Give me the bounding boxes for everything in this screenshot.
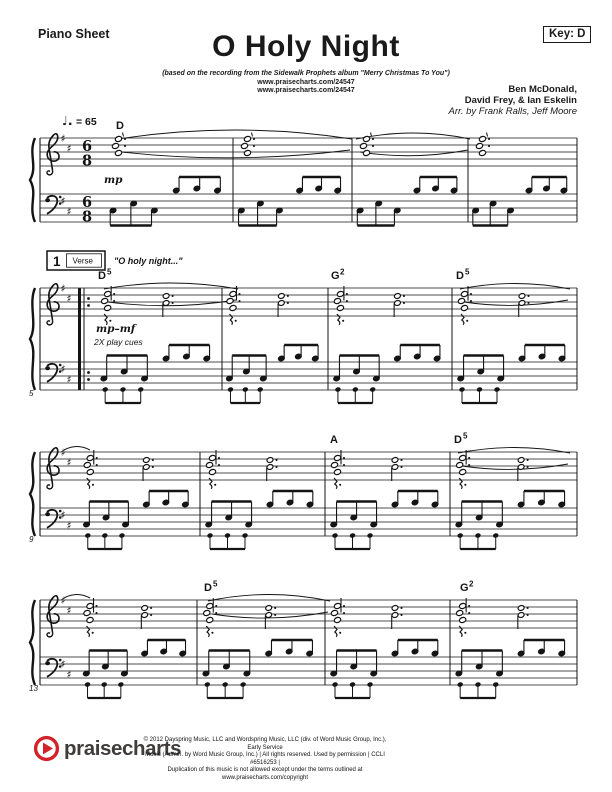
lyric-cue: "O holy night...": [114, 256, 183, 266]
svg-text:5: 5: [213, 579, 218, 589]
bass-clef: [45, 196, 61, 214]
svg-text:♯: ♯: [66, 520, 72, 532]
measure-number: 5: [29, 389, 34, 398]
bass-clef: [45, 364, 61, 382]
svg-text:2: 2: [340, 267, 345, 277]
svg-text:♯: ♯: [66, 143, 72, 155]
bass-clef: [45, 659, 61, 677]
grand-staff-system-2: [29, 251, 577, 403]
tempo-value: = 65: [76, 116, 97, 128]
chord-symbol: [330, 434, 338, 446]
svg-text:♯: ♯: [66, 669, 72, 681]
svg-text:♯: ♯: [66, 206, 72, 218]
svg-text:D: D: [204, 582, 212, 594]
system-brace: [30, 600, 35, 685]
grand-staff-system-1: [30, 113, 577, 226]
svg-text:♯: ♯: [60, 658, 66, 671]
song-url-2: www.praisecharts.com/24547: [257, 87, 355, 94]
svg-text:6: 6: [81, 194, 93, 211]
svg-text:G: G: [331, 270, 340, 282]
svg-text:8: 8: [81, 152, 93, 170]
svg-text:5: 5: [465, 267, 470, 277]
song-subtitle: (based on the recording from the Sidewalk Prophets album "Merry Christmas To You"): [162, 70, 450, 77]
play-cues-note: 2X play cues: [94, 337, 143, 347]
svg-text:♯: ♯: [60, 195, 66, 208]
treble-clef: [47, 134, 59, 175]
svg-text:♯: ♯: [60, 509, 66, 522]
svg-text:♯: ♯: [60, 363, 66, 376]
svg-text:5: 5: [107, 267, 112, 277]
doc-type-label: Piano Sheet: [38, 27, 110, 41]
svg-text:8: 8: [81, 208, 93, 226]
svg-text:5: 5: [463, 431, 468, 441]
svg-text:♯: ♯: [60, 132, 66, 145]
copyright-line-1: © 2012 Dayspring Music, LLC and Wordspring Music, LLC (div. of Word Music Group, Inc.), Early Service: [143, 737, 387, 751]
chord-symbol: [116, 120, 124, 132]
svg-text:D: D: [454, 434, 462, 446]
grand-staff-system-4: [29, 580, 577, 699]
tempo-note: ♩.: [62, 113, 73, 128]
svg-text:D: D: [456, 270, 464, 282]
copyright-line-3: Duplication of this music is not allowed except under the terms outlined at www.praisecharts.com/copyright: [167, 767, 363, 781]
treble-clef: [47, 596, 59, 637]
svg-text:6: 6: [81, 138, 93, 155]
svg-text:2: 2: [469, 579, 474, 589]
writer-line-2: David Frey, & Ian Eskelin: [464, 95, 577, 106]
svg-text:1: 1: [53, 254, 61, 269]
key-badge: Key: D: [543, 26, 591, 43]
svg-text:D: D: [98, 270, 106, 282]
svg-text:♯: ♯: [60, 282, 66, 295]
svg-text:A: A: [330, 434, 338, 446]
system-brace: [30, 452, 35, 536]
grand-staff-system-3: [29, 432, 577, 550]
chord-symbol: [98, 268, 112, 283]
copyright-line-2: Music (Admin. by Word Music Group, Inc.) | All rights reserved. Used by permission | CCLI #6516253 |: [145, 752, 385, 766]
chord-symbol: [204, 580, 218, 595]
chord-symbol: [456, 268, 470, 283]
song-url-1: www.praisecharts.com/24547: [257, 79, 355, 86]
svg-text:♯: ♯: [66, 605, 72, 617]
dynamic-marking: mp–mf: [96, 323, 136, 335]
dynamic-marking: mp: [104, 174, 123, 186]
chord-symbol: [460, 580, 474, 595]
bass-clef: [45, 510, 61, 528]
play-circle-icon: [33, 735, 60, 762]
svg-text:♯: ♯: [60, 446, 66, 459]
svg-text:♯: ♯: [60, 594, 66, 607]
svg-text:Verse: Verse: [72, 256, 93, 266]
measure-number: 9: [29, 535, 34, 544]
copyright-block: [140, 737, 390, 783]
treble-clef: [47, 284, 59, 325]
system-brace: [30, 138, 35, 222]
section-box: [47, 251, 105, 270]
arranger-line: Arr. by Frank Ralls, Jeff Moore: [448, 106, 577, 117]
chord-symbol: [331, 268, 345, 283]
logo-wordmark: praisecharts: [64, 736, 182, 760]
system-brace: [30, 288, 35, 390]
treble-clef: [47, 448, 59, 489]
chord-symbol: [454, 432, 468, 447]
song-title: O Holy Night: [212, 30, 400, 63]
writer-line-1: Ben McDonald,: [508, 84, 577, 95]
svg-text:♯: ♯: [66, 457, 72, 469]
svg-text:G: G: [460, 582, 469, 594]
svg-text:♯: ♯: [66, 374, 72, 386]
measure-number: 13: [29, 684, 38, 693]
svg-text:D: D: [116, 120, 124, 132]
svg-text:♯: ♯: [66, 293, 72, 305]
